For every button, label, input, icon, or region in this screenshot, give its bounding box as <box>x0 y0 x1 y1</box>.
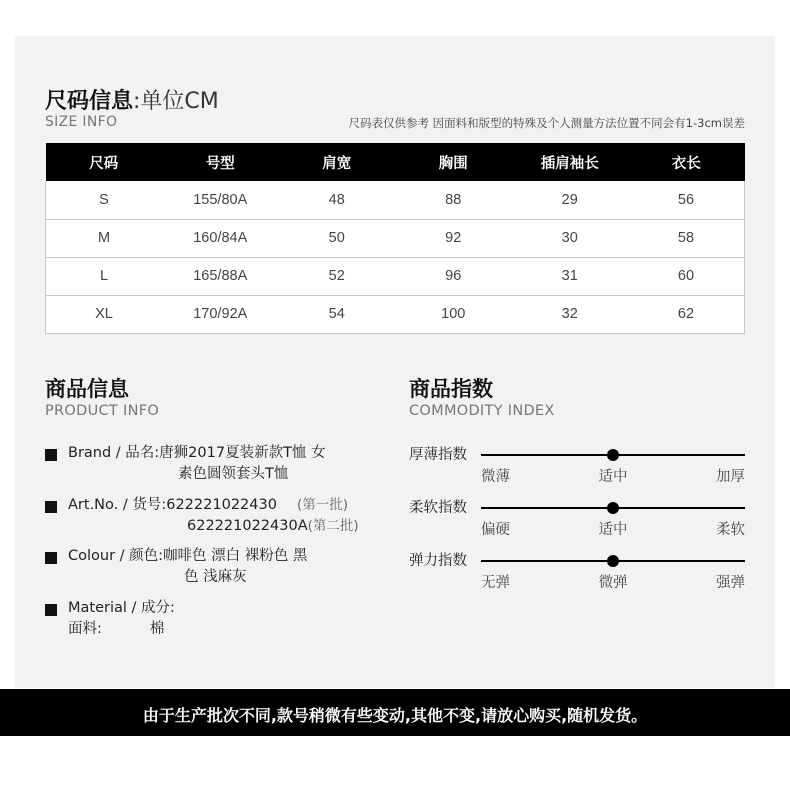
size-table <box>45 143 745 334</box>
table-cell: 160/84A <box>162 219 279 257</box>
material-text <box>68 598 175 640</box>
softness-tick-high: 柔软 <box>716 522 745 538</box>
table-cell: 88 <box>395 181 512 219</box>
thickness-index-marker <box>607 449 619 461</box>
elasticity-tick-mid: 微弹 <box>598 575 628 591</box>
softness-tick-mid: 适中 <box>598 522 628 538</box>
table-row <box>46 257 745 295</box>
artno-batch-1: (第一批) <box>296 497 348 513</box>
artno-value-2: 622221022430A <box>187 518 308 534</box>
table-cell: S <box>46 181 163 219</box>
thickness-index <box>409 446 745 486</box>
material-line-2 <box>68 619 175 640</box>
table-cell: 96 <box>395 257 512 295</box>
colour-text <box>68 546 307 588</box>
table-cell: 92 <box>395 219 512 257</box>
size-table-header: 尺码 <box>46 143 163 181</box>
size-info-title <box>45 84 219 115</box>
table-cell: 155/80A <box>162 181 279 219</box>
commodity-index-title: 商品指数 <box>409 377 493 401</box>
brand-line-2: 素色圆领套头T恤 <box>178 466 289 482</box>
bullet-square-icon <box>45 552 57 564</box>
material-fabric-label: 面料: <box>68 621 102 637</box>
table-cell: 100 <box>395 295 512 333</box>
elasticity-index-label: 弹力指数 <box>409 553 467 569</box>
artno-line-1 <box>68 495 359 516</box>
artno-batch-2: (第二批) <box>307 518 359 534</box>
size-table-header: 胸围 <box>395 143 512 181</box>
table-cell: 54 <box>279 295 396 333</box>
elasticity-index <box>409 552 745 592</box>
elasticity-index-marker <box>607 555 619 567</box>
brand-text <box>68 443 326 485</box>
table-cell: 58 <box>628 219 745 257</box>
table-cell: L <box>46 257 163 295</box>
table-cell: 56 <box>628 181 745 219</box>
artno-value-1: Art.No. / 货号:622221022430 <box>68 497 277 513</box>
colour-line-2: 色 浅麻灰 <box>184 569 247 585</box>
thickness-tick-mid: 适中 <box>598 469 628 485</box>
bullet-square-icon <box>45 604 57 616</box>
colour-line-1: Colour / 颜色:咖啡色 漂白 裸粉色 黑 <box>68 548 308 564</box>
footer-notice-text: 由于生产批次不同,款号稍微有些变动,其他不变,请放心购买,随机发货。 <box>142 706 648 725</box>
thickness-index-label: 厚薄指数 <box>409 447 467 463</box>
product-info-subtitle: PRODUCT INFO <box>45 403 160 419</box>
bullet-square-icon <box>45 501 57 513</box>
size-table-header: 衣长 <box>628 143 745 181</box>
elasticity-tick-low: 无弹 <box>481 575 510 591</box>
table-cell: 50 <box>279 219 396 257</box>
table-cell: 52 <box>279 257 396 295</box>
material-line-1: Material / 成分: <box>68 600 175 616</box>
size-table-header: 号型 <box>162 143 279 181</box>
size-table-header: 插肩袖长 <box>512 143 629 181</box>
commodity-index-subtitle: COMMODITY INDEX <box>409 403 555 419</box>
table-cell: 60 <box>628 257 745 295</box>
table-cell: 30 <box>512 219 629 257</box>
table-cell: 32 <box>512 295 629 333</box>
size-info-note: 尺码表仅供参考 因面料和版型的特殊及个人测量方法位置不同会有1-3cm误差 <box>348 116 745 130</box>
size-table-header-row <box>46 143 745 181</box>
artno-text <box>68 495 359 537</box>
product-info-title: 商品信息 <box>45 377 129 401</box>
softness-index-marker <box>607 502 619 514</box>
table-cell: 165/88A <box>162 257 279 295</box>
table-cell: 29 <box>512 181 629 219</box>
table-row <box>46 219 745 257</box>
table-cell: M <box>46 219 163 257</box>
artno-line-2 <box>68 516 359 537</box>
size-info-subtitle: SIZE INFO <box>45 114 118 130</box>
bullet-square-icon <box>45 449 57 461</box>
thickness-tick-low: 微薄 <box>481 469 510 485</box>
table-cell: 62 <box>628 295 745 333</box>
elasticity-tick-high: 强弹 <box>716 575 745 591</box>
material-fabric-value: 棉 <box>149 621 165 637</box>
size-info-title-unit: :单位CM <box>133 89 219 114</box>
softness-tick-low: 偏硬 <box>481 522 510 538</box>
softness-index <box>409 499 745 539</box>
table-cell: XL <box>46 295 163 333</box>
thickness-tick-high: 加厚 <box>716 469 745 485</box>
table-row <box>46 295 745 333</box>
softness-index-label: 柔软指数 <box>409 500 467 516</box>
size-table-header: 肩宽 <box>279 143 396 181</box>
table-cell: 170/92A <box>162 295 279 333</box>
table-cell: 48 <box>279 181 396 219</box>
table-cell: 31 <box>512 257 629 295</box>
size-info-title-bold: 尺码信息 <box>45 89 134 114</box>
footer-notice-bar <box>0 689 790 736</box>
brand-line-1: Brand / 品名:唐狮2017夏装新款T恤 女 <box>68 445 326 461</box>
table-row <box>46 181 745 219</box>
